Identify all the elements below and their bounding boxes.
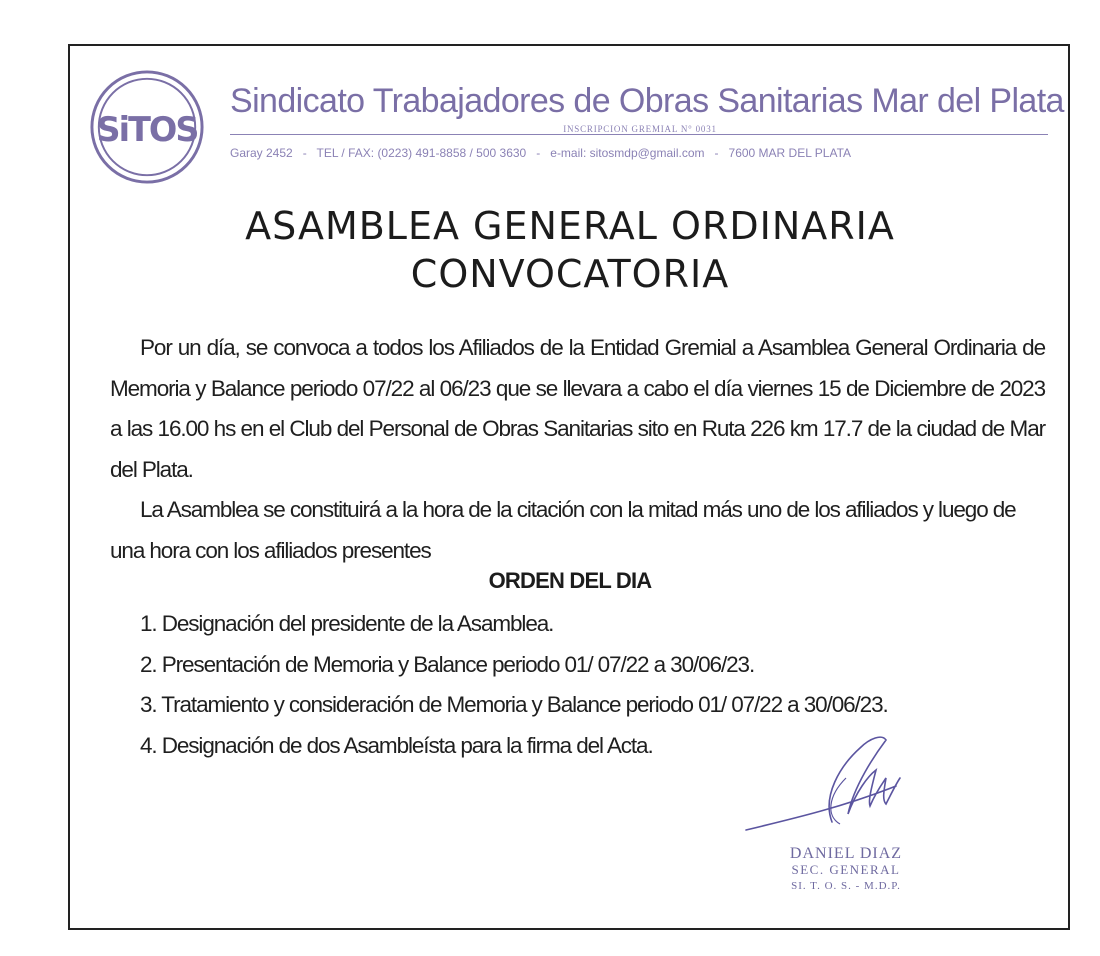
contact-city: 7600 MAR DEL PLATA xyxy=(728,146,852,160)
agenda-item: 4. Designación de dos Asambleísta para la firma del Acta. xyxy=(140,732,653,758)
document-subtitle: CONVOCATORIA xyxy=(410,252,730,296)
organization-name: Sindicato Trabajadores de Obras Sanitarias Mar del Plata xyxy=(230,82,1064,120)
logo-text: SiTOS xyxy=(96,109,198,149)
agenda-item: 1. Designación del presidente de la Asamblea. xyxy=(140,611,554,636)
contact-line xyxy=(230,146,1048,160)
union-logo xyxy=(88,68,206,186)
contact-separator: - xyxy=(714,146,719,160)
contact-phone: TEL / FAX: (0223) 491-8858 / 500 3630 xyxy=(316,146,527,160)
contact-separator: - xyxy=(536,146,541,160)
document-title: ASAMBLEA GENERAL ORDINARIA xyxy=(245,204,895,248)
agenda-item: 2. Presentación de Memoria y Balance periodo 01/ 07/22 a 30/06/23. xyxy=(140,651,755,677)
contact-address: Garay 2452 xyxy=(230,146,293,160)
agenda-heading: ORDEN DEL DIA xyxy=(488,568,652,593)
signer-name: DANIEL DIAZ xyxy=(789,845,903,862)
handwritten-signature xyxy=(736,726,946,836)
contact-separator: - xyxy=(302,146,307,160)
body-paragraph: La Asamblea se constituirá a la hora de la citación con la mitad más uno de los afiliados y luego de una hora con los afiliados presentes xyxy=(110,497,1016,563)
header-rule xyxy=(230,134,1048,135)
body-paragraph: Por un día, se convoca a todos los Afiliados de la Entidad Gremial a Asamblea General Ordinaria de Memoria y Balance periodo 07/22 al 06/23 que se llevara a cabo el día viernes 15 de Diciembre de 2023 a las 16.00 hs en el Club del Personal de Obras Sanitarias sito en Ruta 226 km 17.7 de la ciudad de Mar del Plata. xyxy=(110,335,1045,482)
signer-role: SEC. GENERAL xyxy=(791,862,901,877)
contact-email: e-mail: sitosmdp@gmail.com xyxy=(550,146,705,160)
document-body xyxy=(110,328,1045,571)
agenda-item: 3. Tratamiento y consideración de Memoria y Balance periodo 01/ 07/22 a 30/06/23. xyxy=(140,692,888,717)
signature-stamp xyxy=(756,846,936,894)
signer-org: SI. T. O. S. - M.D.P. xyxy=(791,880,901,892)
registration-number: INSCRIPCION GREMIAL N° 0031 xyxy=(563,124,717,134)
